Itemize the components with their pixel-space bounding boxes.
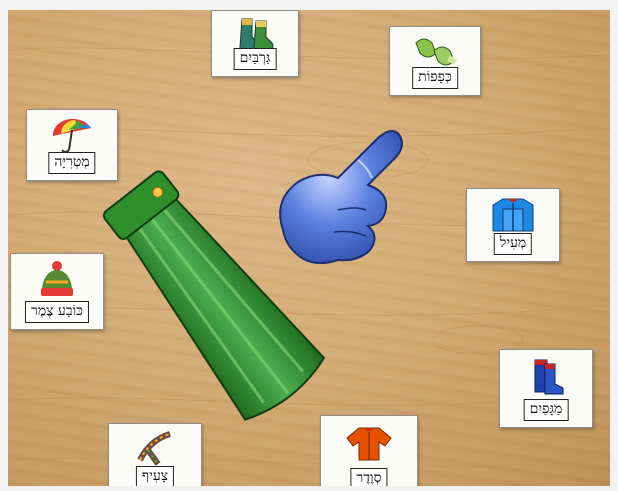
coat-label: מְעִיל [494,233,532,255]
sweater-label: סְוֶדֶר [350,468,387,486]
umbrella-label: מְטְרִיָּה [48,152,95,174]
wool-hat-label: כּוֹבַע צֶמֶר [25,301,89,323]
boots-label: מַגָּפַיִם [524,399,569,421]
scarf-label: צָעִיף [136,466,174,486]
socks-label: גַּרְבַּיִם [234,48,277,70]
pointing-hand-icon[interactable] [8,10,610,486]
gloves-label: כְּפָפוֹת [412,67,458,89]
wooden-board [8,10,610,486]
